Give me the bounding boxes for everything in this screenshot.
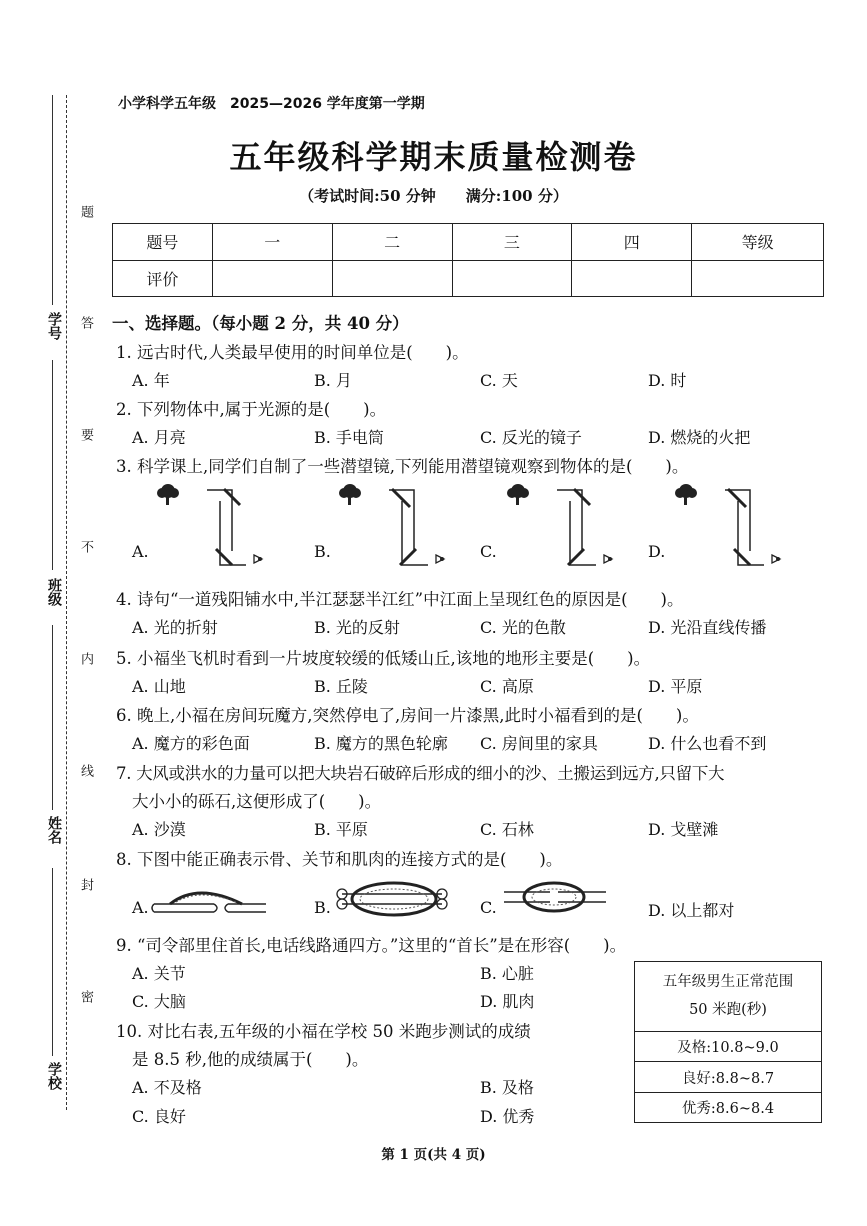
score-header: 三 [452, 224, 572, 261]
seal-char: 答 [78, 316, 93, 329]
question-stem: 5. 小福坐飞机时看到一片坡度较缓的低矮山丘,该地的地形主要是( )。 [116, 649, 651, 668]
seal-char: 要 [78, 428, 93, 441]
question-stem: 4. 诗句“一道残阳铺水中,半江瑟瑟半江红”中江面上呈现红色的原因是( )。 [116, 590, 684, 609]
school-label: 学校 [46, 1062, 62, 1090]
seal-char: 封 [78, 878, 93, 891]
option[interactable]: D. 肌肉 [480, 992, 535, 1011]
option[interactable]: D. 光沿直线传播 [648, 618, 767, 637]
option[interactable]: D. 燃烧的火把 [648, 428, 751, 447]
option[interactable]: B. 心脏 [480, 964, 534, 983]
option[interactable]: D. 优秀 [480, 1107, 535, 1126]
question-stem: 7. 大风或洪水的力量可以把大块岩石破碎后形成的细小的沙、土搬运到远方,只留下大 [116, 764, 725, 783]
section-title: 一、选择题。（每小题 2 分，共 40 分） [112, 314, 409, 333]
exam-info: （考试时间:50 分钟 满分:100 分） [299, 187, 568, 205]
option[interactable]: B. 手电筒 [314, 428, 384, 447]
tree-icon [675, 484, 697, 505]
option[interactable]: C. 房间里的家具 [480, 734, 598, 753]
range-table-subtitle: 50 米跑(秒) [689, 1001, 767, 1018]
option[interactable]: A. 光的折射 [132, 618, 218, 637]
tree-icon [507, 484, 529, 505]
name-label: 姓名 [46, 816, 62, 844]
question-stem: 2. 下列物体中,属于光源的是( )。 [116, 400, 387, 419]
option[interactable]: B. 光的反射 [314, 618, 400, 637]
option[interactable]: A. 不及格 [132, 1078, 202, 1097]
periscope-diagram-a [150, 483, 290, 578]
option[interactable]: C. 反光的镜子 [480, 428, 582, 447]
score-header: 题号 [113, 224, 213, 261]
option[interactable]: C. 高原 [480, 677, 534, 696]
tree-icon [157, 484, 179, 505]
name-blank[interactable] [52, 625, 53, 810]
option[interactable]: B. 丘陵 [314, 677, 368, 696]
eye-icon [604, 555, 612, 563]
course-line: 小学科学五年级 2025—2026 学年度第一学期 [118, 96, 425, 112]
option[interactable]: D. [648, 542, 666, 561]
score-header: 二 [332, 224, 452, 261]
option[interactable]: C. 良好 [132, 1107, 186, 1126]
question-stem: 9. “司令部里住首长,电话线路通四方。”这里的“首长”是在形容( )。 [116, 936, 627, 955]
question-stem: 6. 晚上,小福在房间玩魔方,突然停电了,房间一片漆黑,此时小福看到的是( )。 [116, 706, 699, 725]
option[interactable]: D. 以上都对 [648, 901, 735, 920]
question-stem: 3. 科学课上,同学们自制了一些潜望镜,下列能用潜望镜观察到物体的是( )。 [116, 457, 689, 476]
seal-char: 不 [78, 540, 93, 553]
option[interactable]: B. [314, 898, 331, 917]
option[interactable]: C. 大脑 [132, 992, 186, 1011]
option[interactable]: A. 年 [132, 371, 170, 390]
page-title: 五年级科学期末质量检测卷 [229, 138, 638, 176]
option[interactable]: D. 时 [648, 371, 687, 390]
seal-char: 密 [78, 990, 93, 1003]
score-cell[interactable] [332, 260, 452, 297]
option[interactable]: B. [314, 542, 331, 561]
option[interactable]: C. [480, 898, 497, 917]
option[interactable]: A. 山地 [132, 677, 186, 696]
option[interactable]: C. 石林 [480, 820, 534, 839]
option[interactable]: B. 月 [314, 371, 352, 390]
range-row: 优秀:8.6~8.4 [635, 1092, 822, 1122]
class-blank[interactable] [52, 360, 53, 570]
binding-dashed-line [66, 95, 67, 1110]
option[interactable]: A. 沙漠 [132, 820, 186, 839]
option[interactable]: A. 月亮 [132, 428, 186, 447]
student-id-label: 学号 [46, 312, 62, 340]
page-number: 第 1 页(共 4 页) [381, 1147, 486, 1163]
option[interactable]: D. 平原 [648, 677, 703, 696]
question-stem: 10. 对比右表,五年级的小福在学校 50 米跑步测试的成绩 [116, 1022, 531, 1041]
score-row-label: 评价 [113, 260, 213, 297]
score-header: 等级 [692, 224, 824, 261]
eye-icon [254, 555, 262, 563]
class-label: 班级 [46, 578, 62, 606]
score-cell[interactable] [452, 260, 572, 297]
option[interactable]: B. 魔方的黑色轮廓 [314, 734, 448, 753]
option[interactable]: C. [480, 542, 497, 561]
score-cell[interactable] [212, 260, 332, 297]
option[interactable]: C. 光的色散 [480, 618, 566, 637]
eye-icon [436, 555, 444, 563]
score-header: 四 [572, 224, 692, 261]
option[interactable]: A. 关节 [132, 964, 186, 983]
option[interactable]: D. 戈壁滩 [648, 820, 719, 839]
question-stem: 8. 下图中能正确表示骨、关节和肌肉的连接方式的是( )。 [116, 850, 563, 869]
periscope-diagram-d [668, 483, 808, 578]
periscope-diagram-c [500, 483, 640, 578]
seal-char: 内 [78, 652, 93, 665]
option[interactable]: B. 及格 [480, 1078, 534, 1097]
school-blank[interactable] [52, 868, 53, 1056]
bone-joint-diagram-b [334, 872, 454, 922]
question-stem-continued: 大小小的砾石,这便形成了( )。 [132, 792, 382, 811]
bone-joint-diagram-c [500, 872, 610, 922]
score-cell[interactable] [692, 260, 824, 297]
option[interactable]: D. 什么也看不到 [648, 734, 767, 753]
running-standard-table [634, 961, 822, 1123]
question-stem-continued: 是 8.5 秒,他的成绩属于( )。 [132, 1050, 369, 1069]
range-row: 良好:8.8~8.7 [635, 1062, 822, 1092]
score-header: 一 [212, 224, 332, 261]
question-stem: 1. 远古时代,人类最早使用的时间单位是( )。 [116, 343, 469, 362]
option[interactable]: A. [132, 898, 149, 917]
seal-char: 线 [78, 764, 93, 777]
option[interactable]: A. 魔方的彩色面 [132, 734, 250, 753]
score-cell[interactable] [572, 260, 692, 297]
seal-char: 题 [78, 205, 93, 218]
option[interactable]: B. 平原 [314, 820, 368, 839]
range-table-title: 五年级男生正常范围 [662, 973, 794, 990]
eye-icon [772, 555, 780, 563]
range-row: 及格:10.8~9.0 [635, 1032, 822, 1062]
range-table-title-cell [635, 962, 822, 1032]
score-table [112, 223, 824, 297]
periscope-diagram-b [332, 483, 472, 578]
option[interactable]: A. [132, 542, 149, 561]
tree-icon [339, 484, 361, 505]
option[interactable]: C. 天 [480, 371, 518, 390]
bone-joint-diagram-a [150, 878, 270, 922]
